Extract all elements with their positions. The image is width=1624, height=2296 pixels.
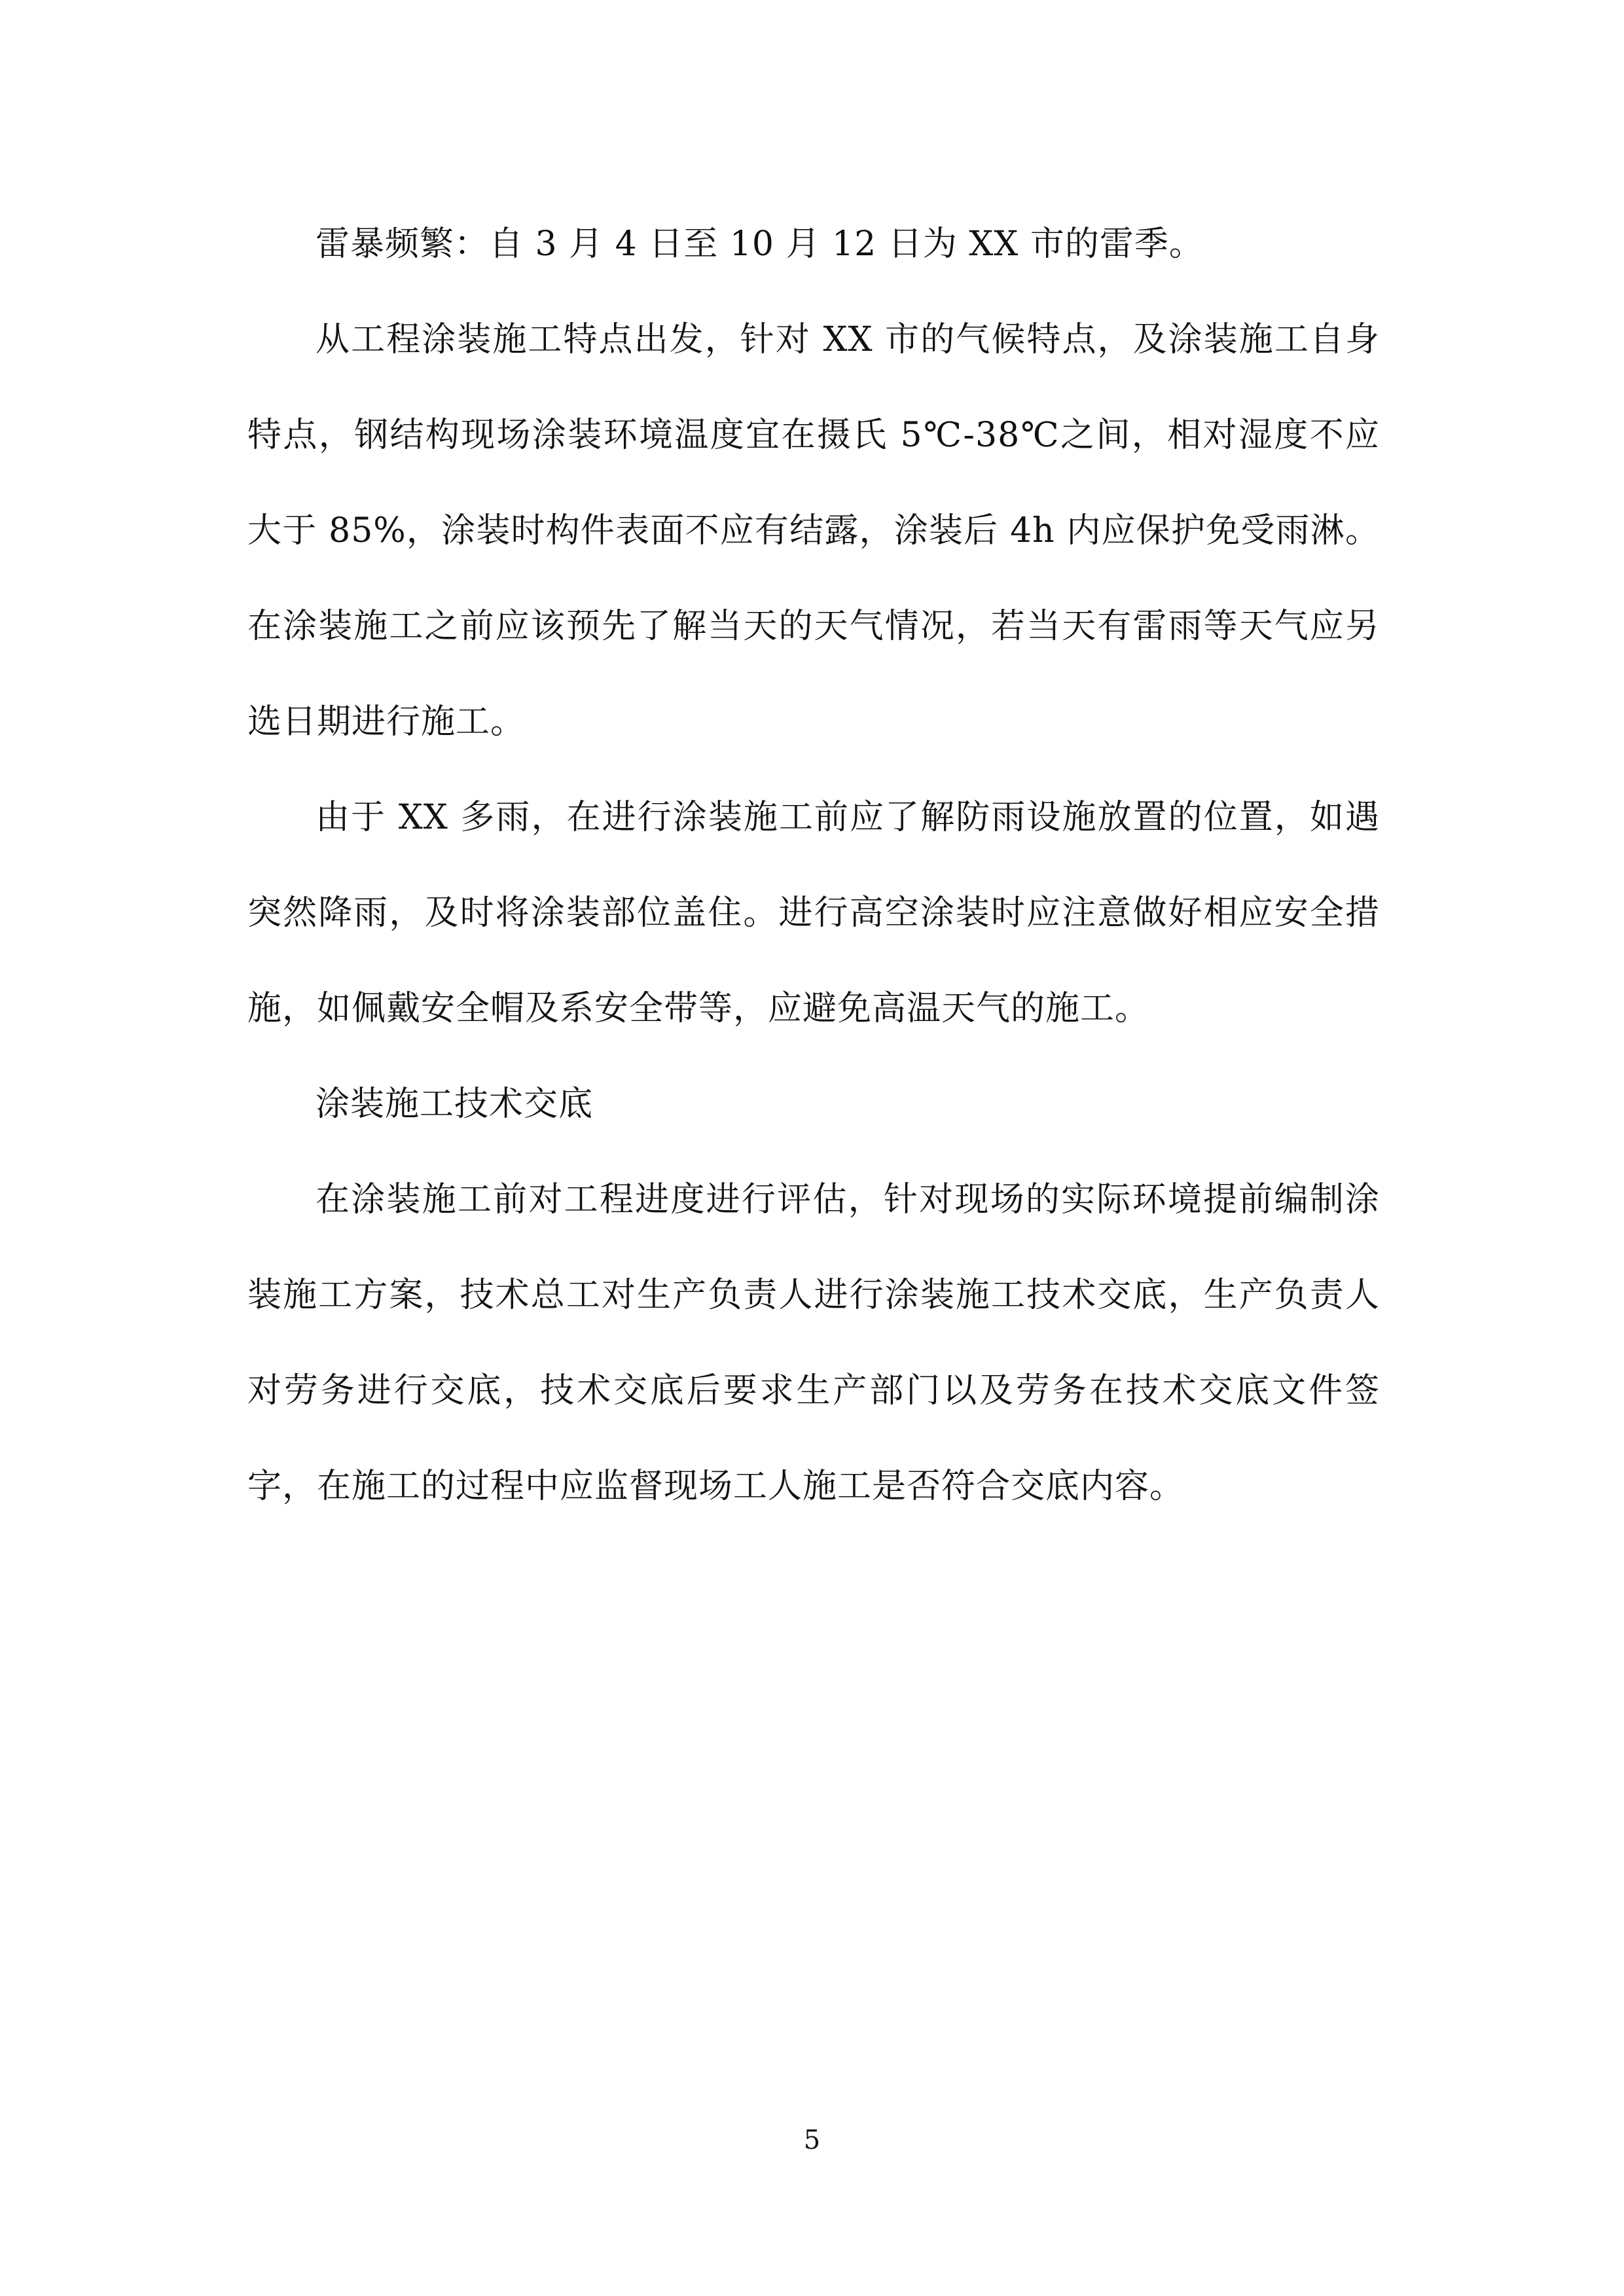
paragraph-thunderstorm: 雷暴频繁：自 3 月 4 日至 10 月 12 日为 XX 市的雷季。 xyxy=(316,224,1204,264)
section-heading: 涂装施工技术交底 xyxy=(316,1085,594,1124)
page-number: 5 xyxy=(803,2125,821,2155)
body-text xyxy=(247,196,1380,1534)
paragraph-technical-briefing: 在涂装施工前对工程进度进行评估，针对现场的实际环境提前编制涂装施工方案，技术总工对生产负责人进行涂装施工技术交底，生产负责人对劳务进行交底，技术交底后要求生产部门以及劳务在技术交底文件签字，在施工的过程中应监督现场工人施工是否符合交底内容。 xyxy=(247,1180,1380,1506)
paragraph-rain-safety: 由于 XX 多雨，在进行涂装施工前应了解防雨设施放置的位置，如遇突然降雨，及时将涂装部位盖住。进行高空涂装时应注意做好相应安全措施，如佩戴安全帽及系安全带等，应避免高温天气的施工。 xyxy=(247,798,1380,1028)
paragraph-climate-conditions: 从工程涂装施工特点出发，针对 XX 市的气候特点，及涂装施工自身特点，钢结构现场涂装环境温度宜在摄氏 5℃-38℃之间，相对湿度不应大于 85%，涂装时构件表面不应有结露，涂装后 4h 内应保护免受雨淋。在涂装施工之前应该预先了解当天的天气情况，若当天有雷雨等天气应另选日期进行施工。 xyxy=(247,320,1380,742)
